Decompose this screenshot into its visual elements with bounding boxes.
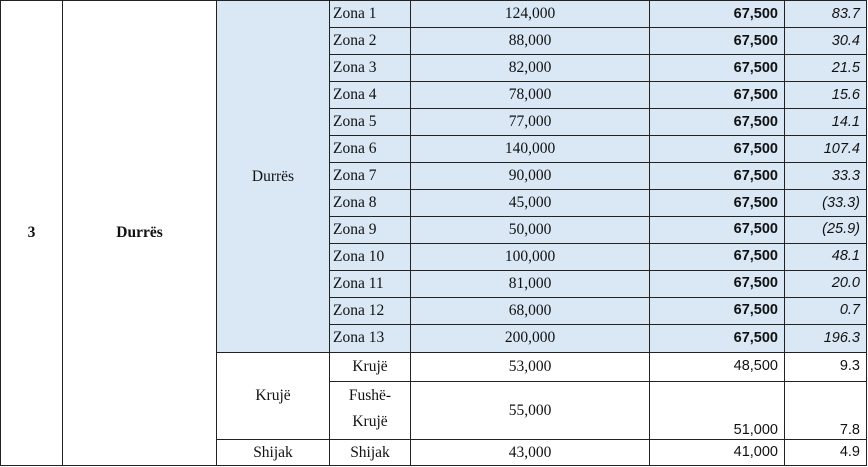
change-cell: (33.3) — [785, 189, 867, 216]
zone-cell: Zona 13 — [330, 324, 411, 352]
value-cell: 90,000 — [411, 162, 650, 189]
change-cell: 48.1 — [785, 243, 867, 270]
zone-cell: Zona 12 — [330, 297, 411, 324]
value-cell: 140,000 — [411, 135, 650, 162]
value-cell: 81,000 — [411, 270, 650, 297]
municipality-cell: Krujë — [217, 352, 330, 439]
zone-cell: Zona 2 — [330, 27, 411, 54]
reference-cell: 67,500 — [650, 27, 785, 54]
zone-cell: Zona 3 — [330, 54, 411, 81]
zone-cell: Zona 10 — [330, 243, 411, 270]
change-cell: 4.9 — [785, 440, 867, 466]
value-cell: 100,000 — [411, 243, 650, 270]
change-cell: 14.1 — [785, 108, 867, 135]
change-cell: 30.4 — [785, 27, 867, 54]
change-cell: 21.5 — [785, 54, 867, 81]
change-cell: 196.3 — [785, 324, 867, 352]
value-cell: 50,000 — [411, 216, 650, 243]
reference-cell: 67,500 — [650, 270, 785, 297]
change-cell: (25.9) — [785, 216, 867, 243]
zone-cell: Zona 9 — [330, 216, 411, 243]
value-cell: 45,000 — [411, 189, 650, 216]
zone-cell: Krujë — [330, 352, 411, 381]
reference-cell: 48,500 — [650, 352, 785, 381]
value-cell: 200,000 — [411, 324, 650, 352]
municipality-cell: Shijak — [217, 440, 330, 466]
reference-cell: 67,500 — [650, 189, 785, 216]
zone-cell: Fushë-Krujë — [330, 381, 411, 439]
change-cell: 9.3 — [785, 352, 867, 381]
reference-cell: 67,500 — [650, 1, 785, 28]
reference-cell: 67,500 — [650, 324, 785, 352]
zone-cell: Zona 1 — [330, 1, 411, 28]
value-cell: 124,000 — [411, 1, 650, 28]
value-cell: 78,000 — [411, 81, 650, 108]
reference-cell: 67,500 — [650, 297, 785, 324]
value-cell: 68,000 — [411, 297, 650, 324]
reference-cell: 67,500 — [650, 135, 785, 162]
reference-cell: 51,000 — [650, 381, 785, 439]
value-cell: 88,000 — [411, 27, 650, 54]
zone-cell: Zona 4 — [330, 81, 411, 108]
change-cell: 7.8 — [785, 381, 867, 439]
change-cell: 15.6 — [785, 81, 867, 108]
value-cell: 53,000 — [411, 352, 650, 381]
index-cell: 3 — [1, 1, 63, 466]
table-row — [1, 1, 867, 28]
reference-cell: 67,500 — [650, 81, 785, 108]
reference-cell: 67,500 — [650, 216, 785, 243]
reference-cell: 67,500 — [650, 54, 785, 81]
value-cell: 82,000 — [411, 54, 650, 81]
value-cell: 77,000 — [411, 108, 650, 135]
zone-cell: Zona 8 — [330, 189, 411, 216]
region-cell: Durrës — [63, 1, 217, 466]
change-cell: 107.4 — [785, 135, 867, 162]
change-cell: 83.7 — [785, 1, 867, 28]
zone-cell: Shijak — [330, 440, 411, 466]
reference-cell: 67,500 — [650, 243, 785, 270]
zone-cell: Zona 5 — [330, 108, 411, 135]
municipality-cell: Durrës — [217, 1, 330, 353]
value-cell: 43,000 — [411, 440, 650, 466]
reference-cell: 41,000 — [650, 440, 785, 466]
zone-cell: Zona 6 — [330, 135, 411, 162]
zone-cell: Zona 11 — [330, 270, 411, 297]
change-cell: 20.0 — [785, 270, 867, 297]
zone-cell: Zona 7 — [330, 162, 411, 189]
reference-cell: 67,500 — [650, 162, 785, 189]
change-cell: 33.3 — [785, 162, 867, 189]
change-cell: 0.7 — [785, 297, 867, 324]
reference-cell: 67,500 — [650, 108, 785, 135]
value-cell: 55,000 — [411, 381, 650, 439]
